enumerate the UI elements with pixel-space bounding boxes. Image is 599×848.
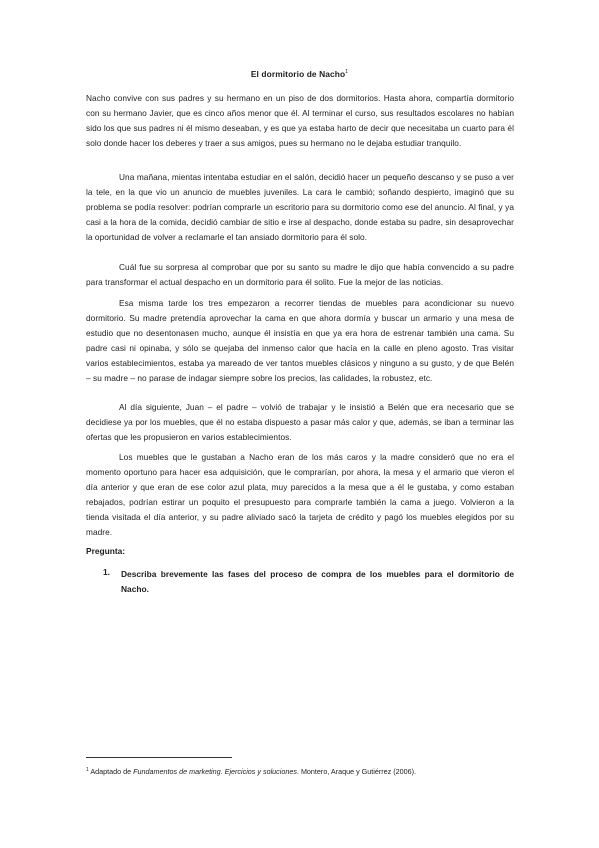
paragraph-2	[86, 170, 514, 245]
question-heading: Pregunta:	[86, 546, 126, 556]
paragraph-4	[86, 296, 514, 386]
question-text: Describa brevemente las fases del proceso de compra de los muebles para el dormitorio de Nacho.	[121, 569, 514, 594]
document-title	[0, 69, 599, 79]
footnote-source-title: Fundamentos de marketing. Ejercicios y soluciones	[133, 767, 297, 776]
paragraph-6-text: Los muebles que le gustaban a Nacho eran de los más caros y la madre consideró que no era el momento oportuno para hacer esa adquisición, que le comprarían, por ahora, la mesa y el armario que vieron el día anterior y que eran de ese color azul plata, muy parecidos a la mesa que a él le gustaba, y como estaban rebajados, podrían estirar un poquito el presupuesto para comprarle también la cama a juego. Volvieron a la tienda visitada el día anterior, y su padre aliviado sacó la tarjeta de crédito y pagó los muebles elegidos por su madre.	[86, 452, 514, 537]
paragraph-3-text: Cuál fue su sorpresa al comprobar que por su santo su madre le dijo que había convencido a su padre para transformar el actual despacho en un dormitorio para él solito. Fue la mejor de las noticias.	[86, 262, 514, 287]
paragraph-1	[86, 91, 514, 151]
paragraph-5	[86, 400, 514, 445]
paragraph-6	[86, 450, 514, 540]
title-text: El dormitorio de Nacho	[250, 69, 346, 79]
footnote-suffix: . Montero, Araque y Gutiérrez (2006).	[296, 767, 417, 776]
paragraph-3	[86, 260, 514, 290]
paragraph-4-text: Esa misma tarde los tres empezaron a recorrer tiendas de muebles para acondicionar su nuevo dormitorio. Su madre pretendía aprovechar la cama en que ahora dormía y buscar un armario y una mesa de estudio que no desentonasen mucho, aunque él insistía en que ya era hora de estrenar también una cama. Su padre casi ni opinaba, y sólo se quejaba del inmenso calor que hacía en la calle en pleno agosto. Tras visitar varios establecimientos, estaba ya mareado de ver tantos muebles clásicos y ninguno a su gusto, y de que Belén – su madre – no parase de indagar siempre sobre los precios, las calidades, la robustez, etc.	[86, 298, 514, 383]
title-footnote-mark: 1	[345, 69, 349, 76]
footnote	[86, 764, 516, 778]
footnote-prefix: Adaptado de	[90, 767, 134, 776]
footnote-mark: 1	[86, 767, 89, 773]
paragraph-2-text: Una mañana, mientas intentaba estudiar en el salón, decidió hacer un pequeño descanso y se puso a ver la tele, en la que vio un anuncio de muebles juveniles. La cara le cambió; soñando despierto, imaginó que su problema se podía resolver: podrían comprarle un escritorio para su dormitorio como ese del anuncio. Al final, y ya casi a la hora de la comida, decidió cambiar de sitio e irse al despacho, donde estaba su padre, sin desaprovechar la oportunidad de volver a reclamarle el tan ansiado dormitorio para él solo.	[86, 172, 514, 242]
paragraph-5-text: Al día siguiente, Juan – el padre – volvió de trabajar y le insistió a Belén que era necesario que se decidiese ya por los muebles, que él no estaba dispuesto a pasar más calor y que, además, se iban a terminar las ofertas que les propusieron en varios establecimientos.	[86, 402, 514, 442]
paragraph-1-text: Nacho convive con sus padres y su hermano en un piso de dos dormitorios. Hasta ahora, compartía dormitorio con su hermano Javier, que es cinco años menor que él. Al terminar el curso, sus resultados escolares no habían sido los que sus padres ni él mismo deseaban, y es que ya estaba harto de decir que necesitaba un cuarto para él solo donde hacer los deberes y traer a sus amigos, pues su hermano no le dejaba estudiar tranquilo.	[86, 93, 514, 148]
question-number: 1.	[103, 567, 110, 577]
footnote-divider	[86, 757, 232, 758]
